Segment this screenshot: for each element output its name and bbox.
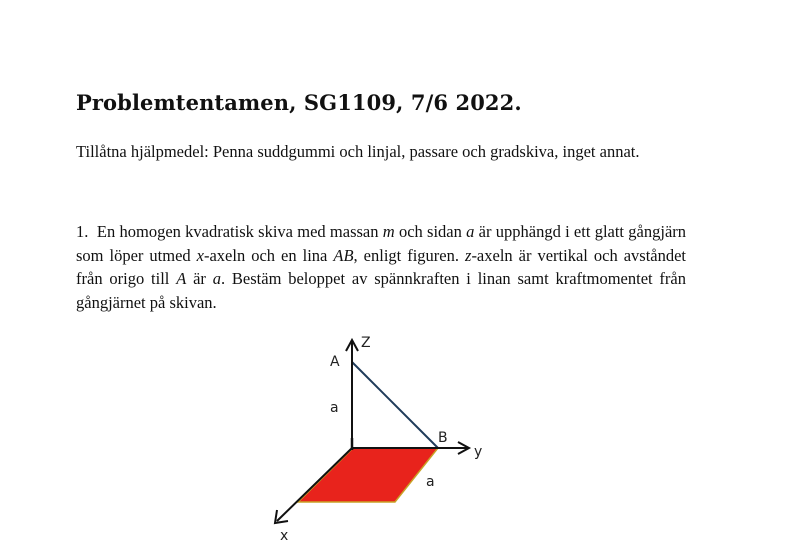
square-plate — [298, 448, 438, 502]
problem-text: och sidan — [394, 222, 467, 241]
label-x: x — [280, 528, 289, 544]
label-B: B — [438, 430, 448, 446]
problem-text: är upphängd i ett glatt gångjärn som löper utmed — [76, 222, 687, 265]
label-a-vertical: a — [330, 400, 339, 416]
problem-number: 1. — [76, 222, 89, 241]
allowed-aids: Tillåtna hjälpmedel: Penna suddgummi och linjal, passare och gradskiva, inget annat. — [76, 142, 640, 161]
label-y: y — [474, 444, 483, 460]
label-a-side: a — [426, 474, 435, 490]
problem-1-text — [76, 220, 686, 314]
problem-text: är — [186, 269, 213, 288]
problem-text: En homogen kvadratisk skiva med massan — [96, 222, 383, 241]
var-A: A — [176, 269, 187, 288]
label-z: Z — [361, 335, 371, 351]
cable-AB — [352, 362, 438, 448]
problem-figure — [260, 330, 500, 559]
var-z: z — [465, 245, 472, 265]
var-AB: AB — [333, 245, 354, 265]
var-a: a — [212, 269, 221, 288]
page-title: Problemtentamen, SG1109, 7/6 2022. — [76, 90, 522, 115]
label-A: A — [330, 354, 340, 370]
problem-text: , enligt figuren. — [353, 245, 466, 265]
var-x: x — [196, 245, 204, 265]
problem-text: -axeln och en lina — [203, 245, 334, 265]
problem-text: . Bestäm beloppet av spännkraften i linan samt kraftmomentet från gångjärnet på skivan. — [76, 269, 686, 312]
problem-text: -axeln är vertikal och avståndet från origo till — [76, 245, 687, 288]
var-m: m — [382, 222, 395, 241]
var-a: a — [466, 222, 475, 241]
